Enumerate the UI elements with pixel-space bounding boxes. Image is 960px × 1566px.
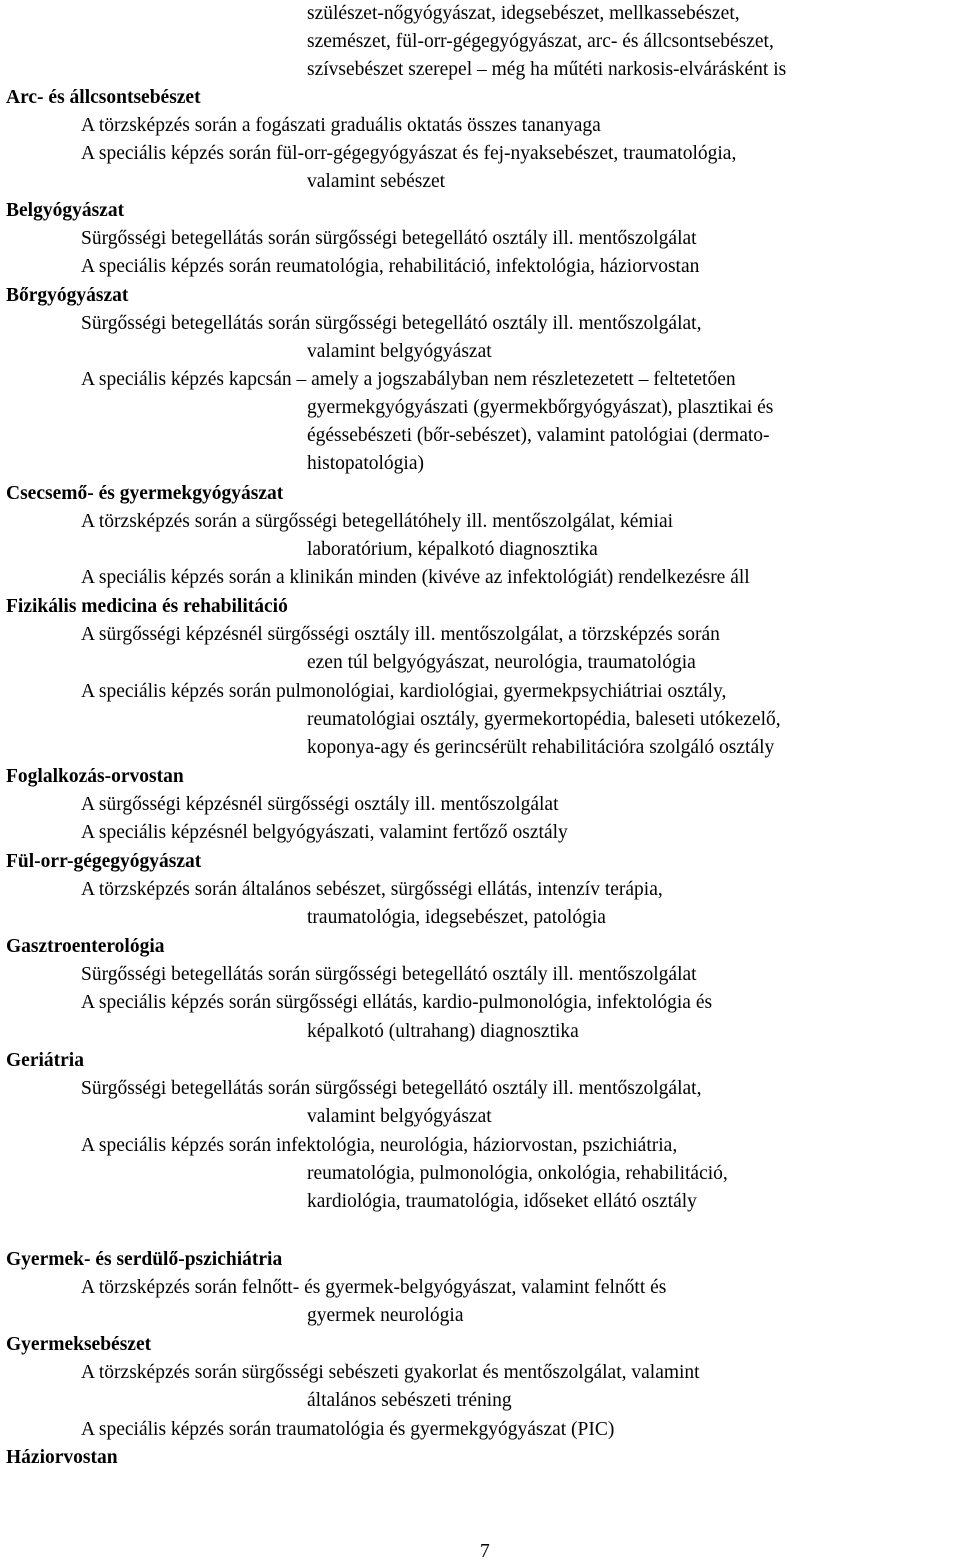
section-heading: Gyermeksebészet <box>6 1334 152 1355</box>
body-line: A speciális képzésnél belgyógyászati, valamint fertőző osztály <box>81 822 568 843</box>
body-line: Sürgősségi betegellátás során sürgősségi betegellátó osztály ill. mentőszolgálat <box>81 228 697 249</box>
section-heading: Gyermek- és serdülő-pszichiátria <box>6 1249 283 1270</box>
body-line: A speciális képzés során sürgősségi ellátás, kardio-pulmonológia, infektológia és <box>81 992 713 1013</box>
body-line: A törzsképzés során sürgősségi sebészeti gyakorlat és mentőszolgálat, valamint <box>81 1362 700 1383</box>
body-line: valamint belgyógyászat <box>307 1106 492 1127</box>
body-line: A speciális képzés során reumatológia, rehabilitáció, infektológia, háziorvostan <box>81 256 700 277</box>
intro-line: szemészet, fül-orr-gégegyógyászat, arc- és állcsontsebészet, <box>307 31 774 52</box>
body-line: ezen túl belgyógyászat, neurológia, traumatológia <box>307 652 696 673</box>
body-line: reumatológiai osztály, gyermekortopédia, baleseti utókezelő, <box>307 709 781 730</box>
section-heading: Arc- és állcsontsebészet <box>6 87 201 108</box>
section-heading: Fizikális medicina és rehabilitáció <box>6 596 288 617</box>
section-heading: Háziorvostan <box>6 1447 118 1468</box>
body-line: A törzsképzés során általános sebészet, sürgősségi ellátás, intenzív terápia, <box>81 879 663 900</box>
body-line: Sürgősségi betegellátás során sürgősségi betegellátó osztály ill. mentőszolgálat <box>81 964 697 985</box>
body-line: valamint sebészet <box>307 171 446 192</box>
body-line: A speciális képzés során traumatológia és gyermekgyógyászat (PIC) <box>81 1419 615 1440</box>
body-line: valamint belgyógyászat <box>307 341 492 362</box>
intro-line: szívsebészet szerepel – még ha műtéti narkosis-elvárásként is <box>307 59 787 80</box>
section-heading: Geriátria <box>6 1050 84 1071</box>
body-line: A sürgősségi képzésnél sürgősségi osztály ill. mentőszolgálat <box>81 794 559 815</box>
section-heading: Fül-orr-gégegyógyászat <box>6 851 202 872</box>
body-line: képalkotó (ultrahang) diagnosztika <box>307 1021 579 1042</box>
body-line: kardiológia, traumatológia, időseket ellátó osztály <box>307 1191 697 1212</box>
body-line: A speciális képzés során infektológia, neurológia, háziorvostan, pszichiátria, <box>81 1135 678 1156</box>
body-line: histopatológia) <box>307 453 424 474</box>
body-line: A törzsképzés során a sürgősségi betegellátóhely ill. mentőszolgálat, kémiai <box>81 511 674 532</box>
body-line: A törzsképzés során felnőtt- és gyermek-belgyógyászat, valamint felnőtt és <box>81 1277 667 1298</box>
body-line: A sürgősségi képzésnél sürgősségi osztály ill. mentőszolgálat, a törzsképzés során <box>81 624 720 645</box>
section-heading: Foglalkozás-orvostan <box>6 766 184 787</box>
page-number: 7 <box>480 1541 490 1562</box>
body-line: Sürgősségi betegellátás során sürgősségi betegellátó osztály ill. mentőszolgálat, <box>81 1078 702 1099</box>
section-heading: Gasztroenterológia <box>6 936 165 957</box>
body-line: A speciális képzés során a klinikán minden (kivéve az infektológiát) rendelkezésre áll <box>81 567 750 588</box>
body-line: koponya-agy és gerincsérült rehabilitációra szolgáló osztály <box>307 737 775 758</box>
body-line: A törzsképzés során a fogászati graduális oktatás összes tananyaga <box>81 115 601 136</box>
intro-line: szülészet-nőgyógyászat, idegsebészet, mellkassebészet, <box>307 3 740 24</box>
body-line: traumatológia, idegsebészet, patológia <box>307 907 606 928</box>
body-line: gyermek neurológia <box>307 1305 464 1326</box>
body-line: reumatológia, pulmonológia, onkológia, rehabilitáció, <box>307 1163 728 1184</box>
body-line: gyermekgyógyászati (gyermekbőrgyógyászat), plasztikai és <box>307 397 774 418</box>
section-heading: Csecsemő- és gyermekgyógyászat <box>6 483 284 504</box>
body-line: A speciális képzés kapcsán – amely a jogszabályban nem részletezetett – feltetetően <box>81 369 736 390</box>
body-line: Sürgősségi betegellátás során sürgősségi betegellátó osztály ill. mentőszolgálat, <box>81 313 702 334</box>
body-line: általános sebészeti tréning <box>307 1390 512 1411</box>
body-line: A speciális képzés során pulmonológiai, kardiológiai, gyermekpsychiátriai osztály, <box>81 681 727 702</box>
body-line: A speciális képzés során fül-orr-gégegyógyászat és fej-nyaksebészet, traumatológia, <box>81 143 737 164</box>
section-heading: Belgyógyászat <box>6 200 125 221</box>
body-line: laboratórium, képalkotó diagnosztika <box>307 539 598 560</box>
body-line: égéssebészeti (bőr-sebészet), valamint patológiai (dermato- <box>307 425 770 446</box>
section-heading: Bőrgyógyászat <box>6 285 129 306</box>
